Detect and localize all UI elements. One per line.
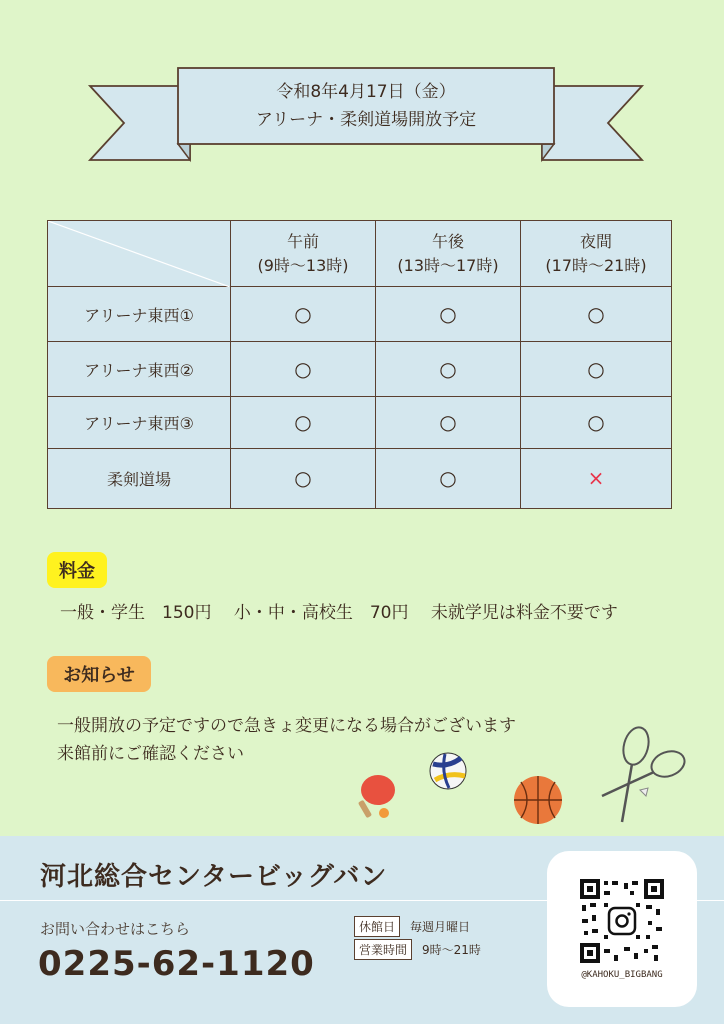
header-morning: 午前 (9時～13時): [231, 221, 376, 287]
available-mark: ○: [294, 410, 312, 434]
row-label: アリーナ東西②: [48, 342, 231, 397]
available-mark: ○: [439, 410, 457, 434]
notice-line-2: 来館前にご確認ください: [57, 744, 244, 764]
qr-code[interactable]: [580, 879, 664, 963]
available-mark: ○: [439, 301, 457, 326]
closed-day-label: 休館日: [354, 916, 400, 937]
closed-day-value: 毎週月曜日: [410, 920, 471, 934]
volleyball-icon: [427, 750, 469, 792]
row-label: 柔剣道場: [48, 449, 231, 509]
notice-heading: お知らせ: [47, 656, 151, 692]
closed-mark: ×: [587, 466, 605, 490]
fee-text: 一般・学生 150円 小・中・高校生 70円 未就学児は料金不要です: [60, 603, 618, 623]
corner-diagonal: [48, 221, 230, 287]
schedule-table: [47, 220, 672, 509]
available-mark: ○: [294, 466, 312, 490]
table-row: [48, 342, 672, 397]
header-night: 夜間 (17時～21時): [521, 221, 672, 287]
instagram-handle: @KAHOKU_BIGBANG: [581, 970, 663, 980]
available-mark: ○: [587, 356, 605, 381]
basketball-icon: [511, 774, 565, 826]
contact-label: お問い合わせはこちら: [40, 920, 191, 938]
available-mark: ○: [439, 466, 457, 490]
phone-number[interactable]: 0225-62-1120: [38, 944, 315, 984]
row-label: アリーナ東西③: [48, 397, 231, 449]
hours-value: 9時～21時: [422, 943, 481, 957]
ping-pong-icon: [352, 772, 400, 822]
fee-heading: 料金: [47, 552, 107, 588]
hours-label: 営業時間: [354, 939, 412, 960]
banner-title: [178, 68, 554, 144]
hours-row: [354, 939, 481, 960]
header-afternoon: 午後 (13時～17時): [376, 221, 521, 287]
badminton-icon: [596, 724, 694, 828]
available-mark: ○: [294, 356, 312, 381]
available-mark: ○: [587, 410, 605, 434]
available-mark: ○: [294, 301, 312, 326]
table-row: [48, 449, 672, 509]
table-row: [48, 397, 672, 449]
notice-line-1: 一般開放の予定ですので急きょ変更になる場合がございます: [57, 716, 516, 736]
available-mark: ○: [439, 356, 457, 381]
banner-date: 令和8年4月17日（金）: [276, 82, 456, 102]
row-label: アリーナ東西①: [48, 287, 231, 342]
table-row: [48, 287, 672, 342]
closed-day-row: [354, 916, 470, 937]
facility-name: 河北総合センタービッグバン: [40, 862, 388, 892]
available-mark: ○: [587, 301, 605, 326]
table-corner: [48, 221, 231, 287]
banner-subtitle: アリーナ・柔剣道場開放予定: [255, 110, 477, 130]
